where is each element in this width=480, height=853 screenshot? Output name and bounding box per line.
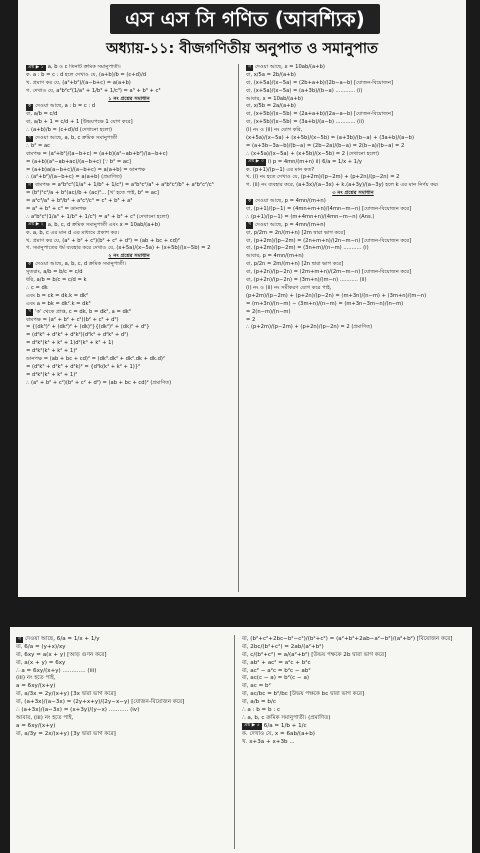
text-line xyxy=(16,706,226,714)
text-line xyxy=(246,159,460,167)
right-column xyxy=(246,64,460,594)
line-text: a, b, c, d ক্রমিক সমানুপাতী এবং x = 10ab/(a+b) xyxy=(47,221,160,228)
line-text: a = 6xy/(x+y) xyxy=(16,722,56,729)
line-text: ∴ (a+b)/b = (c+d)/d (দেখানো হলো) xyxy=(26,127,113,134)
text-line xyxy=(246,119,460,127)
line-text: দেওয়া আছে, 6/a = 1/x + 1/y xyxy=(25,636,100,642)
line-text: (i) নং ও (ii) নং সমীকরণ যোগ করে পাই, xyxy=(246,284,332,291)
text-line xyxy=(246,111,460,119)
text-line xyxy=(26,127,232,135)
text-line xyxy=(246,245,460,253)
text-line xyxy=(246,261,460,269)
text-line xyxy=(246,96,460,104)
chapter-heading: অধ্যায়-১১: বীজগণিতীয় অনুপাত ও সমানুপাত xyxy=(106,41,378,57)
line-text: এবং a = bk = dk².k = dk³ xyxy=(26,300,91,307)
line-text: (p+2m)/(p−2m) + (p+2n)/(p−2n) = (m+3n)/(n−m) + (3m+n)/(m−n) xyxy=(246,292,427,299)
line-text: বা, a/3y = 2x/(x+y) [3y দ্বারা ভাগ করে] xyxy=(16,730,116,737)
line-text: দেওয়া আছে, a, b, c ক্রমিক সমানুপাতী xyxy=(35,135,118,142)
line-text: আবার, p = 4mn/(m+n) xyxy=(246,253,304,260)
line-text: (iii) নং হতে পাই, xyxy=(16,675,56,682)
text-line xyxy=(242,643,466,651)
line-text: বা, a/b = b/c xyxy=(242,699,276,706)
line-text: বা, a(x + y) = 6xy xyxy=(16,659,66,666)
line-text: ∴ a : b = b : c xyxy=(242,707,281,714)
question-label: প্রশ্ন ▶ ১ xyxy=(28,64,44,70)
text-line xyxy=(16,651,226,659)
text-line xyxy=(242,674,466,682)
text-line xyxy=(242,714,466,722)
question-label: প্রশ্ন ▶ ৩ xyxy=(248,159,264,165)
text-line xyxy=(26,269,232,277)
line-text: গ. (ii) নং ব্যবহার করে, (a+3x)/(a−3x) + k.(a+3y)/(a−3y) হলে k এর মান নির্ণয় কর। xyxy=(246,182,439,189)
text-line xyxy=(26,285,232,293)
line-text: = {(dk³)² + (dk²)² + (dk)²}{(dk²)² + (dk)² + d²} xyxy=(26,324,150,331)
text-line xyxy=(246,277,460,285)
line-text: বা, x/5b = 2a/(a+b) xyxy=(246,103,296,110)
line-text: বা, (p+2n)/(p−2n) = (3m+n)/(m−n) ........... (ii) xyxy=(246,277,367,284)
text-line xyxy=(16,714,226,722)
text-line xyxy=(26,293,232,301)
left-column xyxy=(26,64,232,594)
text-line xyxy=(26,332,232,340)
line-text: সুতরাং, a/b = b/c = c/d xyxy=(26,269,83,276)
line-text: = (a+b)(a²−ab+ac)/(a−b+c) [∵ b² = ac] xyxy=(26,158,131,165)
text-line xyxy=(16,722,226,730)
text-line xyxy=(16,635,226,643)
line-text: ক. a : b = c : d হলে দেখাও যে, (a+b)/b = (c+d)/d xyxy=(26,71,146,78)
question-label: প্রশ্ন ▶ ৫ xyxy=(244,723,260,729)
text-line xyxy=(246,301,460,309)
text-line xyxy=(26,72,232,80)
text-line xyxy=(26,324,232,332)
line-text: বা, a/3x = 2y/(x+y) [3x দ্বারা ভাগ করে] xyxy=(16,691,116,698)
line-text: = a⁴c³/a³ + b⁶/b³ + a³c⁴/c³ = c³ + b³ + a³ xyxy=(26,198,133,205)
line-text: বামপক্ষ = (a²+b²)/(a−b+c) = (a+b)(a²−ab+b²)/(a−b+c) xyxy=(26,150,168,157)
question-label: প্রশ্ন ▶ ২ xyxy=(28,222,44,228)
line-text: দেওয়া আছে, x = 10ab/(a+b) xyxy=(255,64,325,70)
text-line xyxy=(242,698,466,706)
line-text: ∴ a = 6xy/(x+y) ............. (iii) xyxy=(16,667,97,674)
text-line xyxy=(246,309,460,317)
line-text: 6/a = 1/b + 1/c xyxy=(263,722,307,729)
text-line xyxy=(242,635,466,643)
line-text: = a³ + b³ + c³ = ডানপক্ষ xyxy=(26,206,87,213)
line-text: আবার, (iii) নং হতে পাই, xyxy=(16,714,74,721)
line-text: a, b ও c তিনটি ক্রমিক সমানুপাতী। xyxy=(47,64,121,70)
line-text: 'ক' থেকে প্রাপ্ত, c = dk, b = dk², a = dk³ xyxy=(35,308,131,315)
text-line xyxy=(246,151,460,159)
text-line xyxy=(26,364,232,372)
line-text: ∴ (x+5a)/(x−5a) + (x+5b)/(x−5b) = 2 (দেখানো হলো) xyxy=(246,150,379,157)
text-line xyxy=(246,230,460,238)
question-label: ক xyxy=(28,261,32,267)
text-line xyxy=(26,380,232,388)
line-text: = (a+3b−3a−b)/(b−a) = (2b−2a)/(b−a) = 2(b−a)/(b−a) = 2 xyxy=(246,142,405,149)
text-line xyxy=(246,135,460,143)
question-label: ক xyxy=(248,198,252,204)
line-text: বা, ac = b² xyxy=(242,683,271,690)
question-label: গ xyxy=(18,636,22,642)
line-text: বা, p/2n = 2m/(m+n) [2n দ্বারা ভাগ করে] xyxy=(246,261,344,268)
text-line xyxy=(242,730,466,738)
textbook-page-top xyxy=(18,0,466,597)
text-line xyxy=(26,174,232,182)
text-line xyxy=(246,103,460,111)
left-column xyxy=(16,635,226,850)
line-text: = (d²k⁶ + d²k⁴ + d²k²)(d²k⁴ + d²k² + d²) xyxy=(26,332,129,339)
line-text: ডানপক্ষ = (ab + bc + cd)² = (dk³.dk² + dk².dk + dk.d)² xyxy=(26,355,165,362)
line-text: খ. x+3a + x+3b ... xyxy=(242,738,295,745)
line-text: বা, (x+5b)/(x−5b) = (2a+a+b)/(2a−a−b) [যোজন-বিয়োজন] xyxy=(246,111,393,118)
line-text: বা, (p+2n)/(p−2n) = (2m+m+n)/(2m−m−n) [যোজন-বিয়োজন করে] xyxy=(246,269,412,276)
text-line xyxy=(246,285,460,293)
line-text: ক. দেখাও যে, x = 6ab/(a+b) xyxy=(242,730,315,737)
text-line xyxy=(26,80,232,88)
text-line xyxy=(26,245,232,253)
text-line xyxy=(246,269,460,277)
line-text: আবার, x = 10ab/(a+b) xyxy=(246,95,303,102)
column-divider xyxy=(238,64,239,592)
text-line xyxy=(26,190,232,198)
text-line xyxy=(26,372,232,380)
line-text: বা, a/b = c/d xyxy=(26,111,58,118)
text-line xyxy=(246,127,460,135)
line-text: গ. দেখাও যে, a²b²c²(1/a³ + 1/b³ + 1/c³) = a³ + b³ + c³ xyxy=(26,87,161,94)
question-label: খ xyxy=(248,222,252,228)
line-text: ক. a, b, c এর মান d এর মাধ্যমে প্রকাশ কর। xyxy=(26,229,119,236)
line-text: ∴ a, b, c ক্রমিক সমানুপাতী। (প্রমাণিত) xyxy=(242,714,331,721)
text-line xyxy=(242,667,466,675)
text-line xyxy=(242,690,466,698)
text-line xyxy=(26,143,232,151)
line-text: = (d²k⁵ + d²k³ + d²k)² = {d²k(k⁴ + k² + 1)}² xyxy=(26,363,141,370)
line-text: ∴ (a²+b²)/(a−b+c) = a(a+b) (প্রমাণিত) xyxy=(26,174,122,181)
line-text: ∴ (a+3x)/(a−3x) = (x+3y)/(y−x) ........... (iv) xyxy=(16,707,140,714)
text-line xyxy=(246,317,460,325)
line-text: বা, ab² + ac² = a²c + b²c xyxy=(242,659,311,666)
text-line xyxy=(26,317,232,325)
text-line xyxy=(246,72,460,80)
text-line xyxy=(246,64,460,72)
text-line xyxy=(246,238,460,246)
text-line xyxy=(246,222,460,230)
line-text: বা, (a+3x)/(a−3x) = (2y+x+y)/(2y−x−y) [যোজন-বিয়োজন করে] xyxy=(16,699,185,706)
question-label: গ xyxy=(28,182,32,188)
line-text: বা, ac/bc = b²/bc [উভয় পক্ষকে bc দ্বারা ভাগ করে] xyxy=(242,691,365,698)
line-text: বা, ac(c − a) = b²(c − a) xyxy=(242,675,310,682)
line-text: বা, (p+2m)/(p−2m) = (2n+m+n)/(2n−m−n) [যোজন-বিয়োজন করে] xyxy=(246,237,412,244)
text-line xyxy=(242,706,466,714)
line-text: i) p = 4mn/(m+n) ii) 6/a = 1/x + 1/y xyxy=(267,158,362,165)
text-line xyxy=(16,674,226,682)
text-line xyxy=(246,253,460,261)
line-text: ∴ (p+1)/(p−1) = (m+4mn+n)/(4mn−m−n) (Ans.) xyxy=(246,213,375,220)
text-line xyxy=(246,167,460,175)
text-line xyxy=(242,722,466,730)
text-line xyxy=(26,230,232,238)
text-line xyxy=(26,206,232,214)
text-line xyxy=(26,301,232,309)
line-text: খ. প্রমাণ কর যে, (a²+b²)/(a−b+c) = a(a+b) xyxy=(26,79,131,86)
text-line xyxy=(242,682,466,690)
line-text: বা, x/5a = 2b/(a+b) xyxy=(246,71,296,78)
line-text: ∴ a²b²c²(1/a³ + 1/b³ + 1/c³) = a³ + b³ + c³ (দেখানো হলো) xyxy=(26,213,170,220)
text-line xyxy=(16,659,226,667)
text-line xyxy=(246,206,460,214)
line-text: খ. প্রমাণ কর যে, (a² + b² + c²)(b² + c² + d²) = (ab + bc + cd)² xyxy=(26,237,181,244)
text-line xyxy=(26,261,232,269)
text-line xyxy=(16,643,226,651)
line-text: বা, (b²+c²+2bc−b²−c²)/(b²+c²) = (a²+b²+2ab−a²−b²)/(a²+b²) [বিয়োজন করে] xyxy=(242,636,453,642)
right-column xyxy=(242,635,466,850)
text-line xyxy=(16,690,226,698)
line-text: = d⁴k²(k⁴ + k² + 1)² xyxy=(26,371,78,378)
text-line xyxy=(26,119,232,127)
line-text: ১ নং প্রশ্নের সমাধান xyxy=(108,95,150,102)
line-text: ২ নং প্রশ্নের সমাধান xyxy=(108,253,150,260)
text-line xyxy=(26,340,232,348)
text-line xyxy=(26,198,232,206)
text-line xyxy=(246,182,460,190)
text-line xyxy=(26,151,232,159)
textbook-page-bottom xyxy=(10,627,472,853)
text-line xyxy=(246,80,460,88)
text-line xyxy=(26,159,232,167)
line-text: ∴ (p+2m)/(p−2m) + (p+2n)/(p−2n) = 2 (প্রমাণিত) xyxy=(246,324,373,331)
text-line xyxy=(26,348,232,356)
text-line xyxy=(16,667,226,675)
line-text: গ. সমানুপাতের ধর্ম ব্যবহার করে দেখাও যে, (x+5a)/(x−5a) + (x+5b)/(x−5b) = 2 xyxy=(26,245,211,252)
line-text: বা, 6xy = a(x + y) [আড় গুণন করে] xyxy=(16,651,107,658)
line-text: = d²k²(k⁴ + k² + 1)d²(k⁴ + k² + 1) xyxy=(26,340,114,347)
text-line xyxy=(26,277,232,285)
line-text: বা, ac² − a²c = b²c − ab² xyxy=(242,667,311,674)
line-text: ∴ b² = ac xyxy=(26,142,50,149)
text-line xyxy=(26,135,232,143)
solution-heading xyxy=(246,190,460,198)
text-line xyxy=(26,356,232,364)
line-text: = 2(n−m)/(n−m) xyxy=(246,308,291,315)
question-label: গ xyxy=(248,64,252,70)
text-line xyxy=(16,730,226,738)
text-line xyxy=(246,214,460,222)
line-text: বা, 2bc/(b²+c²) = 2ab/(a²+b²) xyxy=(242,643,324,650)
text-line xyxy=(16,682,226,690)
line-text: ∴ c = dk xyxy=(26,284,48,291)
line-text: ∴ (a² + b² + c²)(b² + c² + d²) = (ab + bc + cd)² (প্রমাণিত) xyxy=(26,379,172,386)
line-text: এবং b = ck = dk.k = dk² xyxy=(26,292,89,299)
text-line xyxy=(26,214,232,222)
line-text: দেওয়া আছে, p = 4mn/(m+n) xyxy=(255,198,326,205)
line-text: ক. (p+1)/(p−1) এর মান কত? xyxy=(246,166,315,173)
text-line xyxy=(242,659,466,667)
text-line xyxy=(246,143,460,151)
line-text: বা, (x+5a)/(x−5a) = (2b+a+b)/(2b−a−b) [যোজন-বিয়োজন] xyxy=(246,79,393,86)
text-line xyxy=(26,167,232,175)
line-text: (i) নং ও (ii) নং যোগ করি, xyxy=(246,127,303,134)
line-text: = (b²)²c²/a + b²(ac)/b + (ac)²... [খ' হতে পাই, b² = ac] xyxy=(26,190,159,197)
text-line xyxy=(246,88,460,96)
line-text: দেওয়া আছে, p = 4mn/(m+n) xyxy=(255,221,326,228)
line-text: ধরি, a/b = b/c = c/d = k xyxy=(26,277,87,284)
line-text: বামপক্ষ = a²b²c²(1/a³ + 1/b³ + 1/c³) = a²b²c²/a³ + a²b²c²/b³ + a²b²c²/c³ xyxy=(35,182,214,189)
line-text: দেওয়া আছে, a : b = c : d xyxy=(35,103,96,110)
solution-heading xyxy=(26,96,232,104)
text-line xyxy=(26,182,232,190)
line-text: বা, (p+2m)/(p−2m) = (3n+m)/(n−m) ........... (i) xyxy=(246,245,369,252)
line-text: দেওয়া আছে, a, b, c, d ক্রমিক সমানুপাতী। xyxy=(35,261,126,268)
line-text: (x+5a)/(x−5a) + (x+5b)/(x−5b) = (a+3b)/(b−a) + (3a+b)/(a−b) xyxy=(246,135,414,142)
text-line xyxy=(26,309,232,317)
text-line xyxy=(26,103,232,111)
question-label: ক xyxy=(28,103,32,109)
line-text: বা, p/2m = 2n/(m+n) [2m দ্বারা ভাগ করে] xyxy=(246,229,346,236)
line-text: ৩ নং প্রশ্নের সমাধান xyxy=(332,190,374,197)
line-text: = d⁴k²(k⁴ + k² + 1)² xyxy=(26,348,78,355)
line-text: = (m+3n)/(n−m) − (3m+n)/(n−m) = (m+3n−3m−n)/(n−m) xyxy=(246,300,404,307)
text-line xyxy=(242,738,466,746)
text-line xyxy=(246,324,460,332)
text-line xyxy=(246,198,460,206)
line-text: a = 6xy/(x+y) xyxy=(16,683,56,690)
line-text: বা, a/b + 1 = c/d + 1 [উভয়পক্ষে 1 যোগ করে] xyxy=(26,119,133,126)
question-label: খ xyxy=(28,135,32,141)
line-text: বা, (x+5b)/(x−5b) = (3a+b)/(a−b) ............ (ii) xyxy=(246,119,364,126)
text-line xyxy=(26,64,232,72)
column-divider xyxy=(234,635,235,849)
text-line xyxy=(242,651,466,659)
line-text: বামপক্ষ = (a² + b² + c²)(b² + c² + d²) xyxy=(26,316,119,323)
text-line xyxy=(26,88,232,96)
line-text: বা, (p+1)/(p−1) = (4mn+m+n)/(4mn−m−n) [যোজন-বিয়োজন করে] xyxy=(246,206,412,213)
line-text: বা, c/(b²+c²) = a/(a²+b²) [উভয় পক্ষকে 2b দ্বারা ভাগ করে] xyxy=(242,651,387,658)
line-text: বা, 6/a = (y+x)/xy xyxy=(16,643,66,650)
text-line xyxy=(16,698,226,706)
line-text: বা, (x+5a)/(x−5a) = (a+3b)/(b−a) ............ (i) xyxy=(246,87,363,94)
line-text: = 2 xyxy=(246,316,256,323)
question-label: খ xyxy=(28,309,32,315)
text-line xyxy=(246,293,460,301)
book-title-banner: এস এস সি গণিত (আবশ্যিক) xyxy=(110,4,380,34)
line-text: খ. (i) নং হতে দেখাও যে, (p+2m)/(p−2m) + (p+2n)/(p−2n) = 2 xyxy=(246,174,400,181)
text-line xyxy=(26,222,232,230)
line-text: = (a+b)a(a−b+c)/(a−b+c) = a(a+b) = ডানপক্ষ xyxy=(26,166,146,173)
